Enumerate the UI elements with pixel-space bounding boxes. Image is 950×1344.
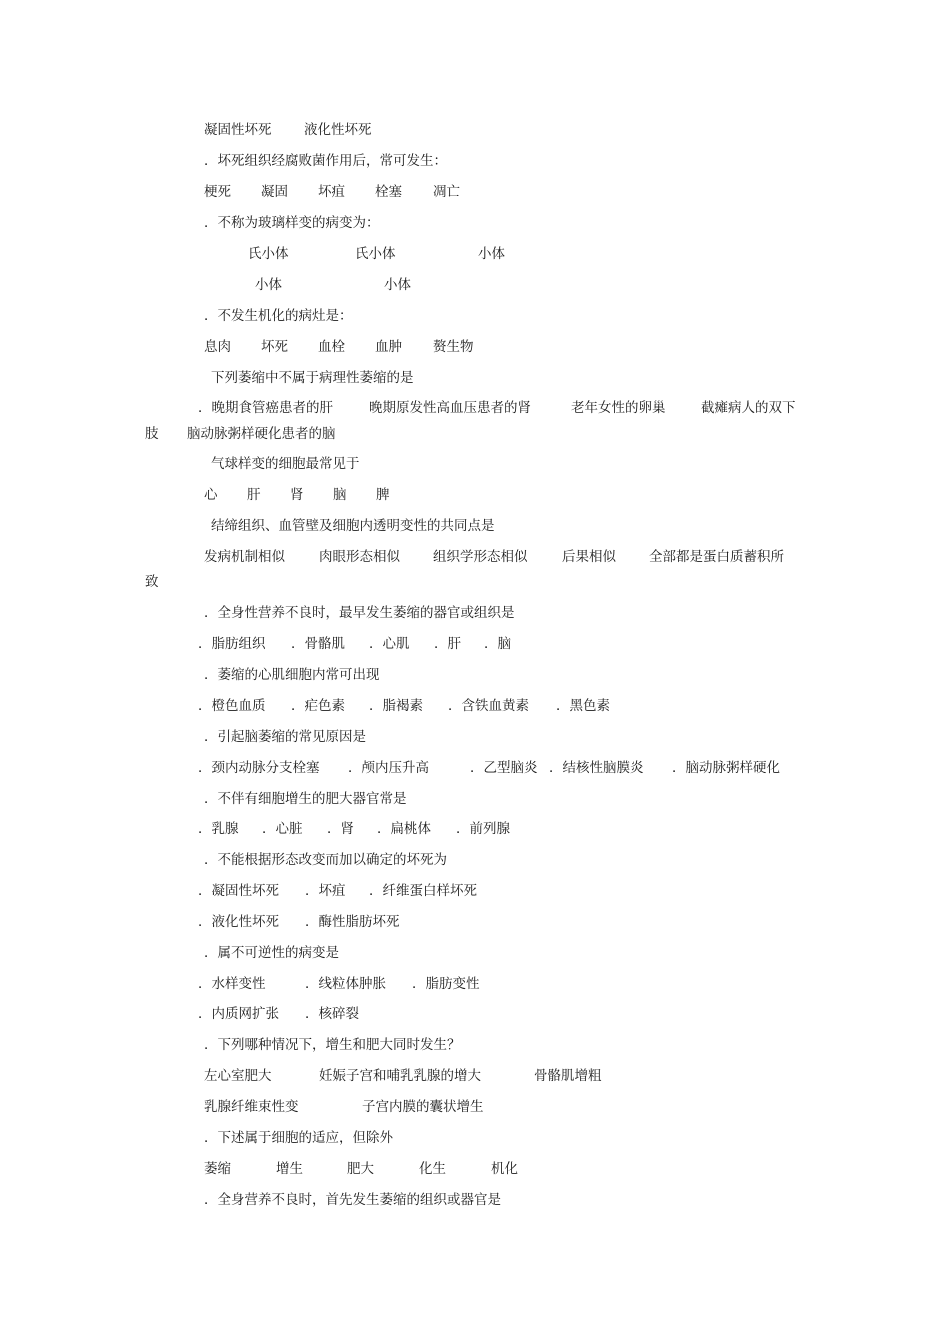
question: ．不能根据形态改变而加以确定的坏死为 xyxy=(204,852,447,868)
question: ．萎缩的心肌细胞内常可出现 xyxy=(204,667,380,683)
option: ．橙色血质 xyxy=(198,698,266,714)
question: ．全身营养不良时，首先发生萎缩的组织或器官是 xyxy=(204,1192,501,1208)
option: 栓塞 xyxy=(375,184,402,200)
option: 肥大 xyxy=(347,1161,374,1177)
option: ．颈内动脉分支栓塞 xyxy=(198,760,320,776)
option: ．脂肪组织 xyxy=(198,636,266,652)
option: 乳腺纤维束性变 xyxy=(204,1099,299,1115)
option: 小体 xyxy=(384,277,411,293)
option: ．线粒体肿胀 xyxy=(305,976,386,992)
option: 梗死 xyxy=(204,184,231,200)
option: 凝固 xyxy=(261,184,288,200)
option: 血肿 xyxy=(375,339,402,355)
question: ．引起脑萎缩的常见原因是 xyxy=(204,729,366,745)
question: ．坏死组织经腐败菌作用后，常可发生： xyxy=(204,153,447,169)
option: 脑 xyxy=(333,487,347,503)
question: ．下述属于细胞的适应，但除外 xyxy=(204,1130,393,1146)
option: 萎缩 xyxy=(204,1161,231,1177)
question: 下列萎缩中不属于病理性萎缩的是 xyxy=(211,370,414,386)
option: ．脑动脉粥样硬化 xyxy=(672,760,780,776)
question: 气球样变的细胞最常见于 xyxy=(211,456,360,472)
option-row xyxy=(204,338,474,356)
option: ．酶性脂肪坏死 xyxy=(305,914,400,930)
option: 心 xyxy=(204,487,218,503)
option: ．心脏 xyxy=(262,821,303,837)
option: ．纤维蛋白样坏死 xyxy=(369,883,477,899)
option: ．疟色素 xyxy=(291,698,345,714)
option: 截瘫病人的双下 xyxy=(701,400,796,416)
question: ．全身性营养不良时，最早发生萎缩的器官或组织是 xyxy=(204,605,515,621)
option-row xyxy=(204,183,460,201)
option: ．前列腺 xyxy=(456,821,510,837)
option-row xyxy=(198,882,477,900)
option-row xyxy=(198,975,480,993)
option: 骨骼肌增粗 xyxy=(534,1068,602,1084)
option: ．液化性坏死 xyxy=(198,914,279,930)
option: 肾 xyxy=(290,487,304,503)
option: ．骨骼肌 xyxy=(291,636,345,652)
option: ．脂肪变性 xyxy=(412,976,480,992)
option-row xyxy=(145,425,336,443)
option: 小体 xyxy=(255,277,282,293)
question: ．下列哪种情况下，增生和肥大同时发生？ xyxy=(204,1037,461,1053)
option: ．乙型脑炎 xyxy=(470,760,538,776)
option: 小体 xyxy=(478,246,505,262)
option-row xyxy=(204,1067,602,1085)
option: 脾 xyxy=(376,487,390,503)
option: 晚期原发性高血压患者的肾 xyxy=(369,400,531,416)
option: 凝固性坏死 xyxy=(204,122,272,138)
question-continuation: 致 xyxy=(145,574,159,590)
option: ．颅内压升高 xyxy=(348,760,429,776)
option: ．结核性脑膜炎 xyxy=(549,760,644,776)
option: 增生 xyxy=(276,1161,303,1177)
option: ．肾 xyxy=(327,821,354,837)
option: 肝 xyxy=(247,487,261,503)
option: 组织学形态相似 xyxy=(433,549,528,565)
option: 氏小体 xyxy=(248,246,289,262)
option: 赘生物 xyxy=(433,339,474,355)
option: ．晚期食管癌患者的肝 xyxy=(198,400,333,416)
option-row xyxy=(204,1160,518,1178)
option: 妊娠子宫和哺乳乳腺的增大 xyxy=(319,1068,481,1084)
option-row xyxy=(198,1005,359,1023)
option-row xyxy=(198,820,510,838)
option: 氏小体 xyxy=(355,246,396,262)
option: 全部都是蛋白质蓄积所 xyxy=(649,549,784,565)
option: 液化性坏死 xyxy=(304,122,372,138)
option: 脑动脉粥样硬化患者的脑 xyxy=(187,426,336,442)
option-row xyxy=(248,245,505,263)
option: ．凝固性坏死 xyxy=(198,883,279,899)
option-row xyxy=(198,759,780,777)
question: ．不伴有细胞增生的肥大器官常是 xyxy=(204,791,407,807)
option: ．内质网扩张 xyxy=(198,1006,279,1022)
question: ．不称为玻璃样变的病变为： xyxy=(204,215,380,231)
option: 发病机制相似 xyxy=(204,549,285,565)
option: 化生 xyxy=(419,1161,446,1177)
option-row xyxy=(198,399,796,417)
option: 坏死 xyxy=(261,339,288,355)
question: 结缔组织、血管壁及细胞内透明变性的共同点是 xyxy=(211,518,495,534)
option: ．乳腺 xyxy=(198,821,239,837)
question: ．不发生机化的病灶是： xyxy=(204,308,353,324)
option: ．扁桃体 xyxy=(377,821,431,837)
option: 血栓 xyxy=(318,339,345,355)
option: 凋亡 xyxy=(433,184,460,200)
option: ．坏疽 xyxy=(305,883,346,899)
option: ．水样变性 xyxy=(198,976,266,992)
option: 左心室肥大 xyxy=(204,1068,272,1084)
option: ．心肌 xyxy=(369,636,410,652)
option: ．脑 xyxy=(484,636,511,652)
option: ．肝 xyxy=(434,636,461,652)
option: 肉眼形态相似 xyxy=(319,549,400,565)
option-row xyxy=(198,697,610,715)
option-row xyxy=(204,121,372,139)
option: ．含铁血黄素 xyxy=(448,698,529,714)
option: 老年女性的卵巢 xyxy=(571,400,666,416)
option: ．核碎裂 xyxy=(305,1006,359,1022)
option: 后果相似 xyxy=(562,549,616,565)
option-row xyxy=(204,1098,484,1116)
option-row xyxy=(198,635,511,653)
option-row xyxy=(204,548,784,566)
option: 子宫内膜的囊状增生 xyxy=(362,1099,484,1115)
option: 坏疽 xyxy=(318,184,345,200)
option-row xyxy=(204,486,390,504)
question: ．属不可逆性的病变是 xyxy=(204,945,339,961)
option-row xyxy=(255,276,411,294)
option: 机化 xyxy=(491,1161,518,1177)
option: 息肉 xyxy=(204,339,231,355)
option: ．黑色素 xyxy=(556,698,610,714)
option: ．脂褐素 xyxy=(369,698,423,714)
option: 肢 xyxy=(145,426,159,442)
option-row xyxy=(198,913,400,931)
